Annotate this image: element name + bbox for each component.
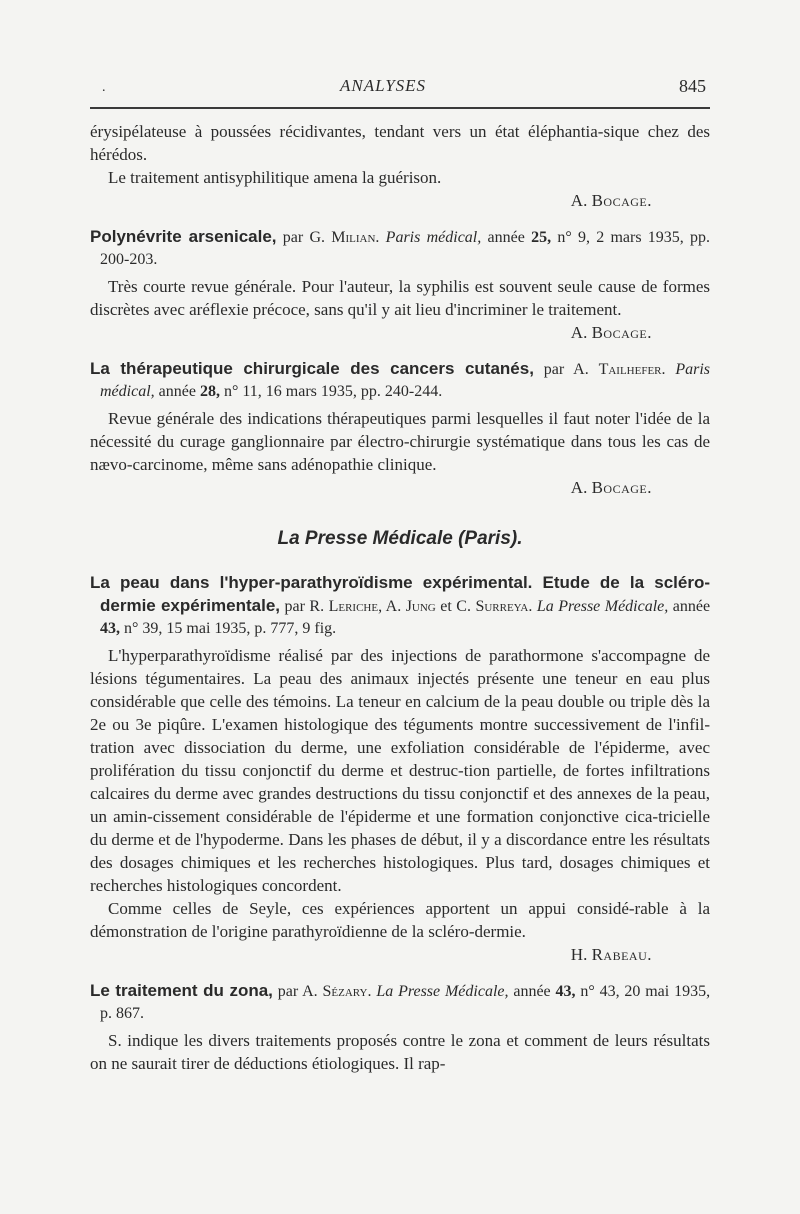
page-body	[90, 120, 710, 1075]
review-continuation	[90, 120, 710, 212]
review-heading: Le traitement du zona, par A. Sézary. La Presse Médicale, année 43, n° 43, 20 mai 1935, p. 867.	[90, 981, 711, 1022]
review-paragraph: Revue générale des indications thérapeutiques parmi lesquelles il faut noter l'idée de la nécessité du curage ganglionnaire par électro-chirurgie systématique dans tous les cas de nævo-carcinome, même sans adénopathie clinique.	[90, 409, 710, 474]
review-title: Polynévrite arsenicale,	[90, 227, 277, 246]
review-entry	[90, 572, 710, 966]
review-author: Surreya.	[475, 598, 533, 615]
review-entry	[90, 358, 710, 499]
review-signature: H. Rabeau.	[570, 945, 652, 964]
review-title: La peau dans l'hyper-parathyroïdisme expérimental. Etude de la scléro-dermie expérimentale,	[90, 573, 710, 615]
running-title: ANALYSES	[340, 76, 427, 95]
review-paragraph: Comme celles de Seyle, ces expériences apportent un appui considé-rable à la démonstration de l'origine parathyroïdienne de la scléro-dermie.	[90, 899, 710, 941]
review-signature: A. Bocage.	[570, 191, 652, 210]
review-heading: Polynévrite arsenicale, par G. Milian. Paris médical, année 25, n° 9, 2 mars 1935, pp. 200-203.	[90, 227, 711, 268]
review-heading: La peau dans l'hyper-parathyroïdisme expérimental. Etude de la scléro-dermie expérimentale, par R. Leriche, A. Jung et C. Surreya. La Presse Médicale, année 43, n° 39, 15 mai 1935, p. 777, 9 fig.	[90, 573, 711, 637]
review-paragraph: Très courte revue générale. Pour l'auteur, la syphilis est souvent seule cause de formes discrètes avec aréflexie précoce, sans qu'il y ait lieu d'incriminer le traitement.	[90, 277, 710, 319]
review-author: Sézary.	[322, 983, 372, 1000]
section-title: La Presse Médicale (Paris).	[277, 528, 523, 549]
continuation-text: érysipélateuse à poussées récidivantes, tendant vers un état éléphantia-sique chez des hérédos.	[90, 122, 710, 164]
review-author: Leriche, A. Jung	[328, 598, 436, 615]
review-paragraph: S. indique les divers traitements proposés contre le zona et comment de leurs résultats on ne saurait tirer de déductions étiologiques. Il rap-	[90, 1031, 710, 1073]
header-dot: .	[102, 80, 106, 95]
review-signature: A. Bocage.	[570, 323, 652, 342]
review-author: Milian.	[331, 229, 380, 246]
page-number: 845	[679, 76, 706, 96]
review-title: Le traitement du zona,	[90, 981, 273, 1000]
running-header	[90, 74, 710, 100]
review-signature: A. Bocage.	[570, 478, 652, 497]
review-entry	[90, 980, 710, 1075]
review-journal: Paris médical,	[385, 229, 482, 246]
review-entry	[90, 226, 710, 344]
review-author: Tailhefer.	[598, 361, 666, 378]
review-paragraph: Le traitement antisyphilitique amena la guérison.	[108, 168, 442, 187]
review-paragraph: L'hyperparathyroïdisme réalisé par des injections de parathormone s'accompagne de lésions tégumentaires. La peau des animaux injectés présente une teneur en eau plus considérable que celle des témoins. La teneur en calcium de la peau double ou triple dès la 2e ou 3e piqûre. L'examen histologique des téguments montre successivement de l'infil-tration avec dissociation du derme, une exfoliation considérable de l'épiderme, avec prolifération du tissu conjonctif du derme et destruc-tion partielle, de fortes infiltrations calcaires du derme avec grandes destructions du tissu conjonctif et des annexes de la peau, un amin-cissement considérable de l'épiderme et une formation conjonctive cica-tricielle du derme et de l'hypoderme. Dans les phases de début, il y a discordance entre les résultats des dosages chimiques et les recherches histologiques. Plus tard, dosages chimiques et recherches histologiques concordent.	[90, 646, 710, 895]
review-journal: La Presse Médicale,	[536, 598, 669, 615]
review-heading: La thérapeutique chirurgicale des cancers cutanés, par A. Tailhefer. Paris médical, année 28, n° 11, 16 mars 1935, pp. 240-244.	[90, 359, 711, 400]
review-title: La thérapeutique chirurgicale des cancers cutanés,	[90, 359, 534, 378]
header-rule	[90, 107, 710, 109]
review-journal: La Presse Médicale,	[376, 983, 509, 1000]
review-journal: Paris médical,	[100, 361, 711, 400]
